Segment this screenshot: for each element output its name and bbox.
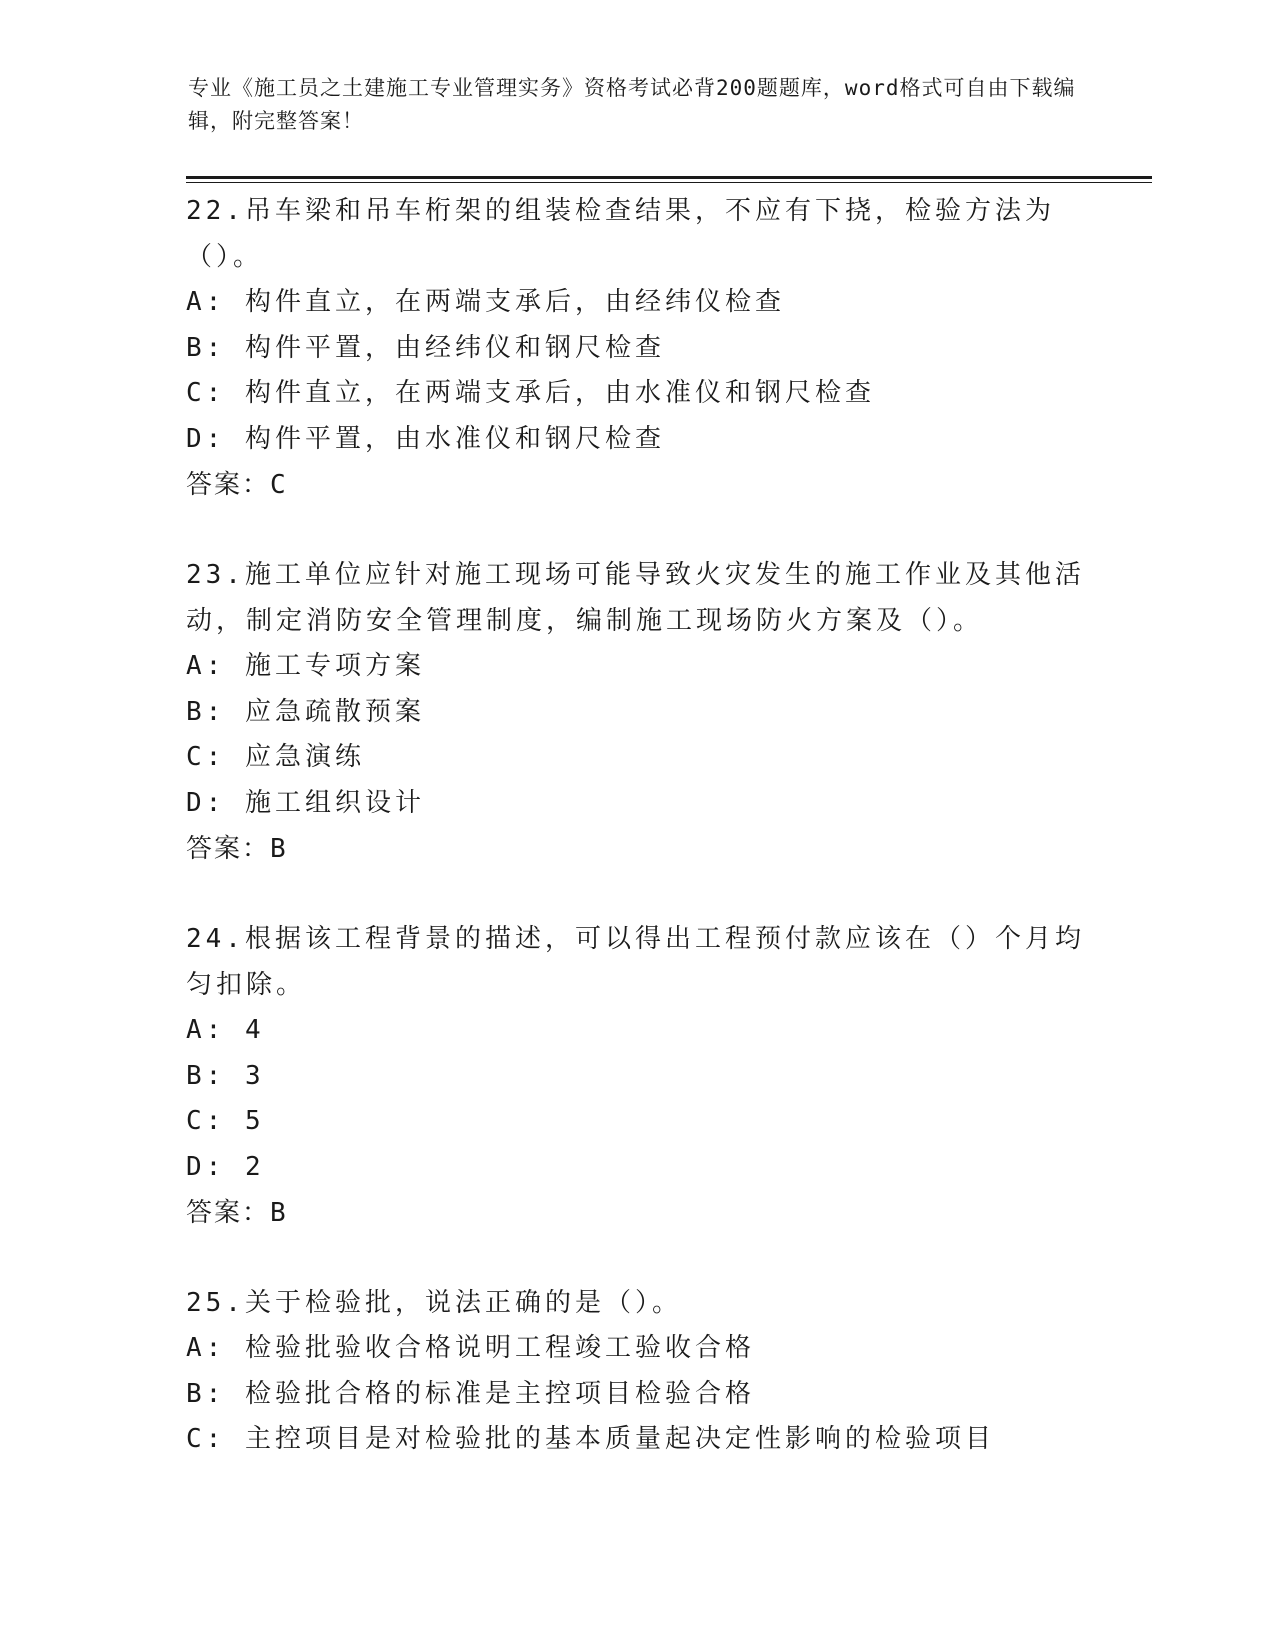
option-c: C: 主控项目是对检验批的基本质量起决定性影响的检验项目 — [186, 1424, 995, 1454]
question-stem: 22.吊车梁和吊车桁架的组装检查结果，不应有下挠，检验方法为（）。 — [186, 196, 1055, 272]
option-b: B: 检验批合格的标准是主控项目检验合格 — [186, 1378, 755, 1409]
question-24 — [186, 916, 1086, 1236]
option-b: B: 构件平置，由经纬仪和钢尺检查 — [186, 332, 665, 363]
option-d: D: 2 — [186, 1151, 265, 1182]
option-c: C: 应急演练 — [186, 742, 365, 772]
option-a: A: 施工专项方案 — [186, 651, 425, 681]
option-b: B: 应急疏散预案 — [186, 696, 425, 727]
question-stem: 25.关于检验批，说法正确的是（）。 — [186, 1288, 682, 1318]
option-c: C: 5 — [186, 1106, 265, 1136]
answer-label: 答案：C — [186, 470, 288, 500]
question-list — [186, 188, 1086, 1507]
question-stem: 23.施工单位应针对施工现场可能导致火灾发生的施工作业及其他活动，制定消防安全管理制度，编制施工现场防火方案及（）。 — [186, 560, 1085, 636]
option-a: A: 检验批验收合格说明工程竣工验收合格 — [186, 1333, 755, 1363]
question-22 — [186, 188, 1086, 508]
question-23 — [186, 552, 1086, 872]
option-c: C: 构件直立，在两端支承后，由水准仪和钢尺检查 — [186, 378, 875, 408]
option-d: D: 构件平置，由水准仪和钢尺检查 — [186, 423, 665, 454]
question-stem: 24.根据该工程背景的描述，可以得出工程预付款应该在（）个月均匀扣除。 — [186, 924, 1085, 1000]
document-header: 专业《施工员之土建施工专业管理实务》资格考试必背200题题库，word格式可自由下载编辑，附完整答案！ — [188, 76, 1076, 133]
answer-label: 答案：B — [186, 1198, 288, 1228]
header-divider-thin — [186, 182, 1152, 183]
option-b: B: 3 — [186, 1060, 265, 1091]
option-a: A: 4 — [186, 1015, 265, 1045]
option-a: A: 构件直立，在两端支承后，由经纬仪检查 — [186, 287, 785, 317]
option-d: D: 施工组织设计 — [186, 787, 425, 818]
header-divider-thick — [186, 176, 1152, 179]
answer-label: 答案：B — [186, 834, 288, 864]
question-25 — [186, 1280, 1086, 1463]
